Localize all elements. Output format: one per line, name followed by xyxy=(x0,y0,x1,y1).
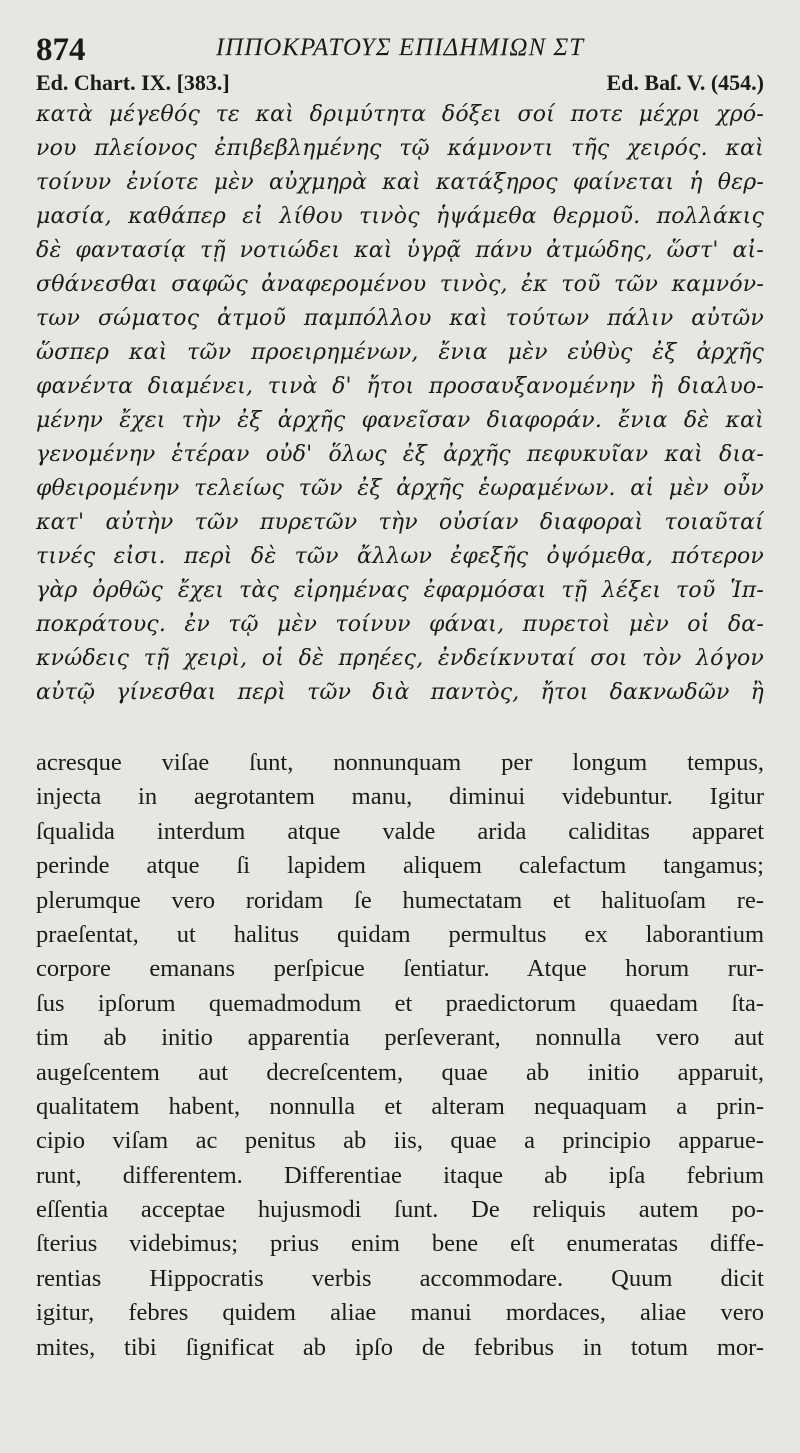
greek-text-line: νου πλείονος ἐπιβεβλημένης τῷ κάμνοντι τῆς χειρός. καὶ xyxy=(36,136,764,161)
section-gap xyxy=(36,710,764,746)
latin-text-block xyxy=(36,746,764,1365)
latin-text-line: tim ab initio apparentia perſeverant, nonnulla vero aut xyxy=(36,1024,764,1052)
greek-text-line: φανέντα διαμένει, τινὰ δ' ἤτοι προσαυξανομένην ἢ διαλυο- xyxy=(36,374,764,399)
latin-text-line: igitur, febres quidem aliae manui mordaces, aliae vero xyxy=(36,1299,764,1327)
latin-text-line: injecta in aegrotantem manu, diminui videbuntur. Igitur xyxy=(36,783,764,811)
latin-text-line: cipio viſam ac penitus ab iis, quae a principio apparue- xyxy=(36,1127,764,1155)
greek-text-line: ποκράτους. ἐν τῷ μὲν τοίνυν φάναι, πυρετοὶ μὲν οἱ δα- xyxy=(36,612,764,637)
greek-text-line: αὐτῷ γίνεσθαι περὶ τῶν διὰ παντὸς, ἤτοι δακνωδῶν ἢ xyxy=(36,680,764,705)
latin-text-line: ſterius videbimus; prius enim bene eſt enumeratas diffe- xyxy=(36,1230,764,1258)
greek-text-line: των σώματος ἀτμοῦ παμπόλλου καὶ τούτων πάλιν αὐτῶν xyxy=(36,306,764,331)
latin-text-line: ſqualida interdum atque valde arida caliditas apparet xyxy=(36,817,764,845)
greek-text-line: κατὰ μέγεθός τε καὶ δριμύτητα δόξει σοί ποτε μέχρι χρό- xyxy=(36,102,764,127)
running-head xyxy=(36,22,764,70)
greek-text-block xyxy=(36,98,764,710)
greek-text-line: σθάνεσθαι σαφῶς ἀναφερομένου τινὸς, ἐκ τοῦ τῶν καμνόν- xyxy=(36,272,764,297)
latin-text-line: plerumque vero roridam ſe humectatam et halituoſam re- xyxy=(36,886,764,914)
greek-text-line: κνώδεις τῇ χειρὶ, οἱ δὲ πρηέες, ἐνδείκνυταί σοι τὸν λόγον xyxy=(36,646,764,671)
greek-text-line: τοίνυν ἐνίοτε μὲν αὐχμηρὰ καὶ κατάξηρος φαίνεται ἡ θερ- xyxy=(36,170,764,195)
latin-text-line: ſus ipſorum quemadmodum et praedictorum quaedam ſta- xyxy=(36,989,764,1017)
greek-text-line: φθειρομένην τελείως τῶν ἐξ ἀρχῆς ἑωραμένων. αἱ μὲν οὖν xyxy=(36,476,764,501)
latin-text-line: perinde atque ſi lapidem aliquem calefactum tangamus; xyxy=(36,852,764,880)
latin-text-line: runt, differentem. Differentiae itaque ab ipſa febrium xyxy=(36,1161,764,1189)
greek-text-line: δὲ φαντασίᾳ τῇ νοτιώδει καὶ ὑγρᾷ πάνυ ἀτμώδης, ὥστ' αἰ- xyxy=(36,238,764,263)
greek-text-line: κατ' αὐτὴν τῶν πυρετῶν τὴν οὐσίαν διαφοραὶ τοιαῦταί xyxy=(36,510,764,535)
greek-text-line: τινές εἰσι. περὶ δὲ τῶν ἄλλων ἐφεξῆς ὀψόμεθα, πότερον xyxy=(36,544,764,569)
latin-text-line: qualitatem habent, nonnulla et alteram nequaquam a prin- xyxy=(36,1092,764,1120)
latin-text-line: corpore emanans perſpicue ſentiatur. Atque horum rur- xyxy=(36,955,764,983)
latin-text-line: augeſcentem aut decreſcentem, quae ab initio apparuit, xyxy=(36,1058,764,1086)
greek-text-line: μένην ἔχει τὴν ἐξ ἀρχῆς φανεῖσαν διαφοράν. ἔνια δὲ καὶ xyxy=(36,408,764,433)
edition-reference-basel: Ed. Baſ. V. (454.) xyxy=(606,70,764,95)
greek-text-line: γενομένην ἑτέραν οὐδ' ὅλως ἐξ ἀρχῆς πεφυκυῖαν καὶ δια- xyxy=(36,442,764,467)
running-title: ΙΠΠΟΚΡΑΤΟΥΣ ΕΠΙΔΗΜΙΩΝ ΣΤ xyxy=(215,34,585,61)
greek-text-line: γὰρ ὀρθῶς ἔχει τὰς εἰρημένας ἐφαρμόσαι τῇ λέξει τοῦ Ἱπ- xyxy=(36,578,764,603)
edition-reference-chart: Ed. Chart. IX. [383.] xyxy=(36,70,230,95)
greek-text-line: μασία, καθάπερ εἰ λίθου τινὸς ἡψάμεθα θερμοῦ. πολλάκις xyxy=(36,204,764,229)
latin-text-line: praeſentat, ut halitus quidam permultus ex laborantium xyxy=(36,920,764,948)
edition-reference-line xyxy=(36,70,764,98)
latin-text-line: rentias Hippocratis verbis accommodare. Quum dicit xyxy=(36,1264,764,1292)
latin-text-line: acresque viſae ſunt, nonnunquam per longum tempus, xyxy=(36,749,764,776)
greek-text-line: ὥσπερ καὶ τῶν προειρημένων, ἔνια μὲν εὐθὺς ἐξ ἀρχῆς xyxy=(36,340,764,365)
page-number: 874 xyxy=(36,32,86,68)
latin-text-line: eſſentia acceptae hujusmodi ſunt. De reliquis autem po- xyxy=(36,1196,764,1224)
latin-text-line: mites, tibi ſignificat ab ipſo de febribus in totum mor- xyxy=(36,1333,764,1361)
